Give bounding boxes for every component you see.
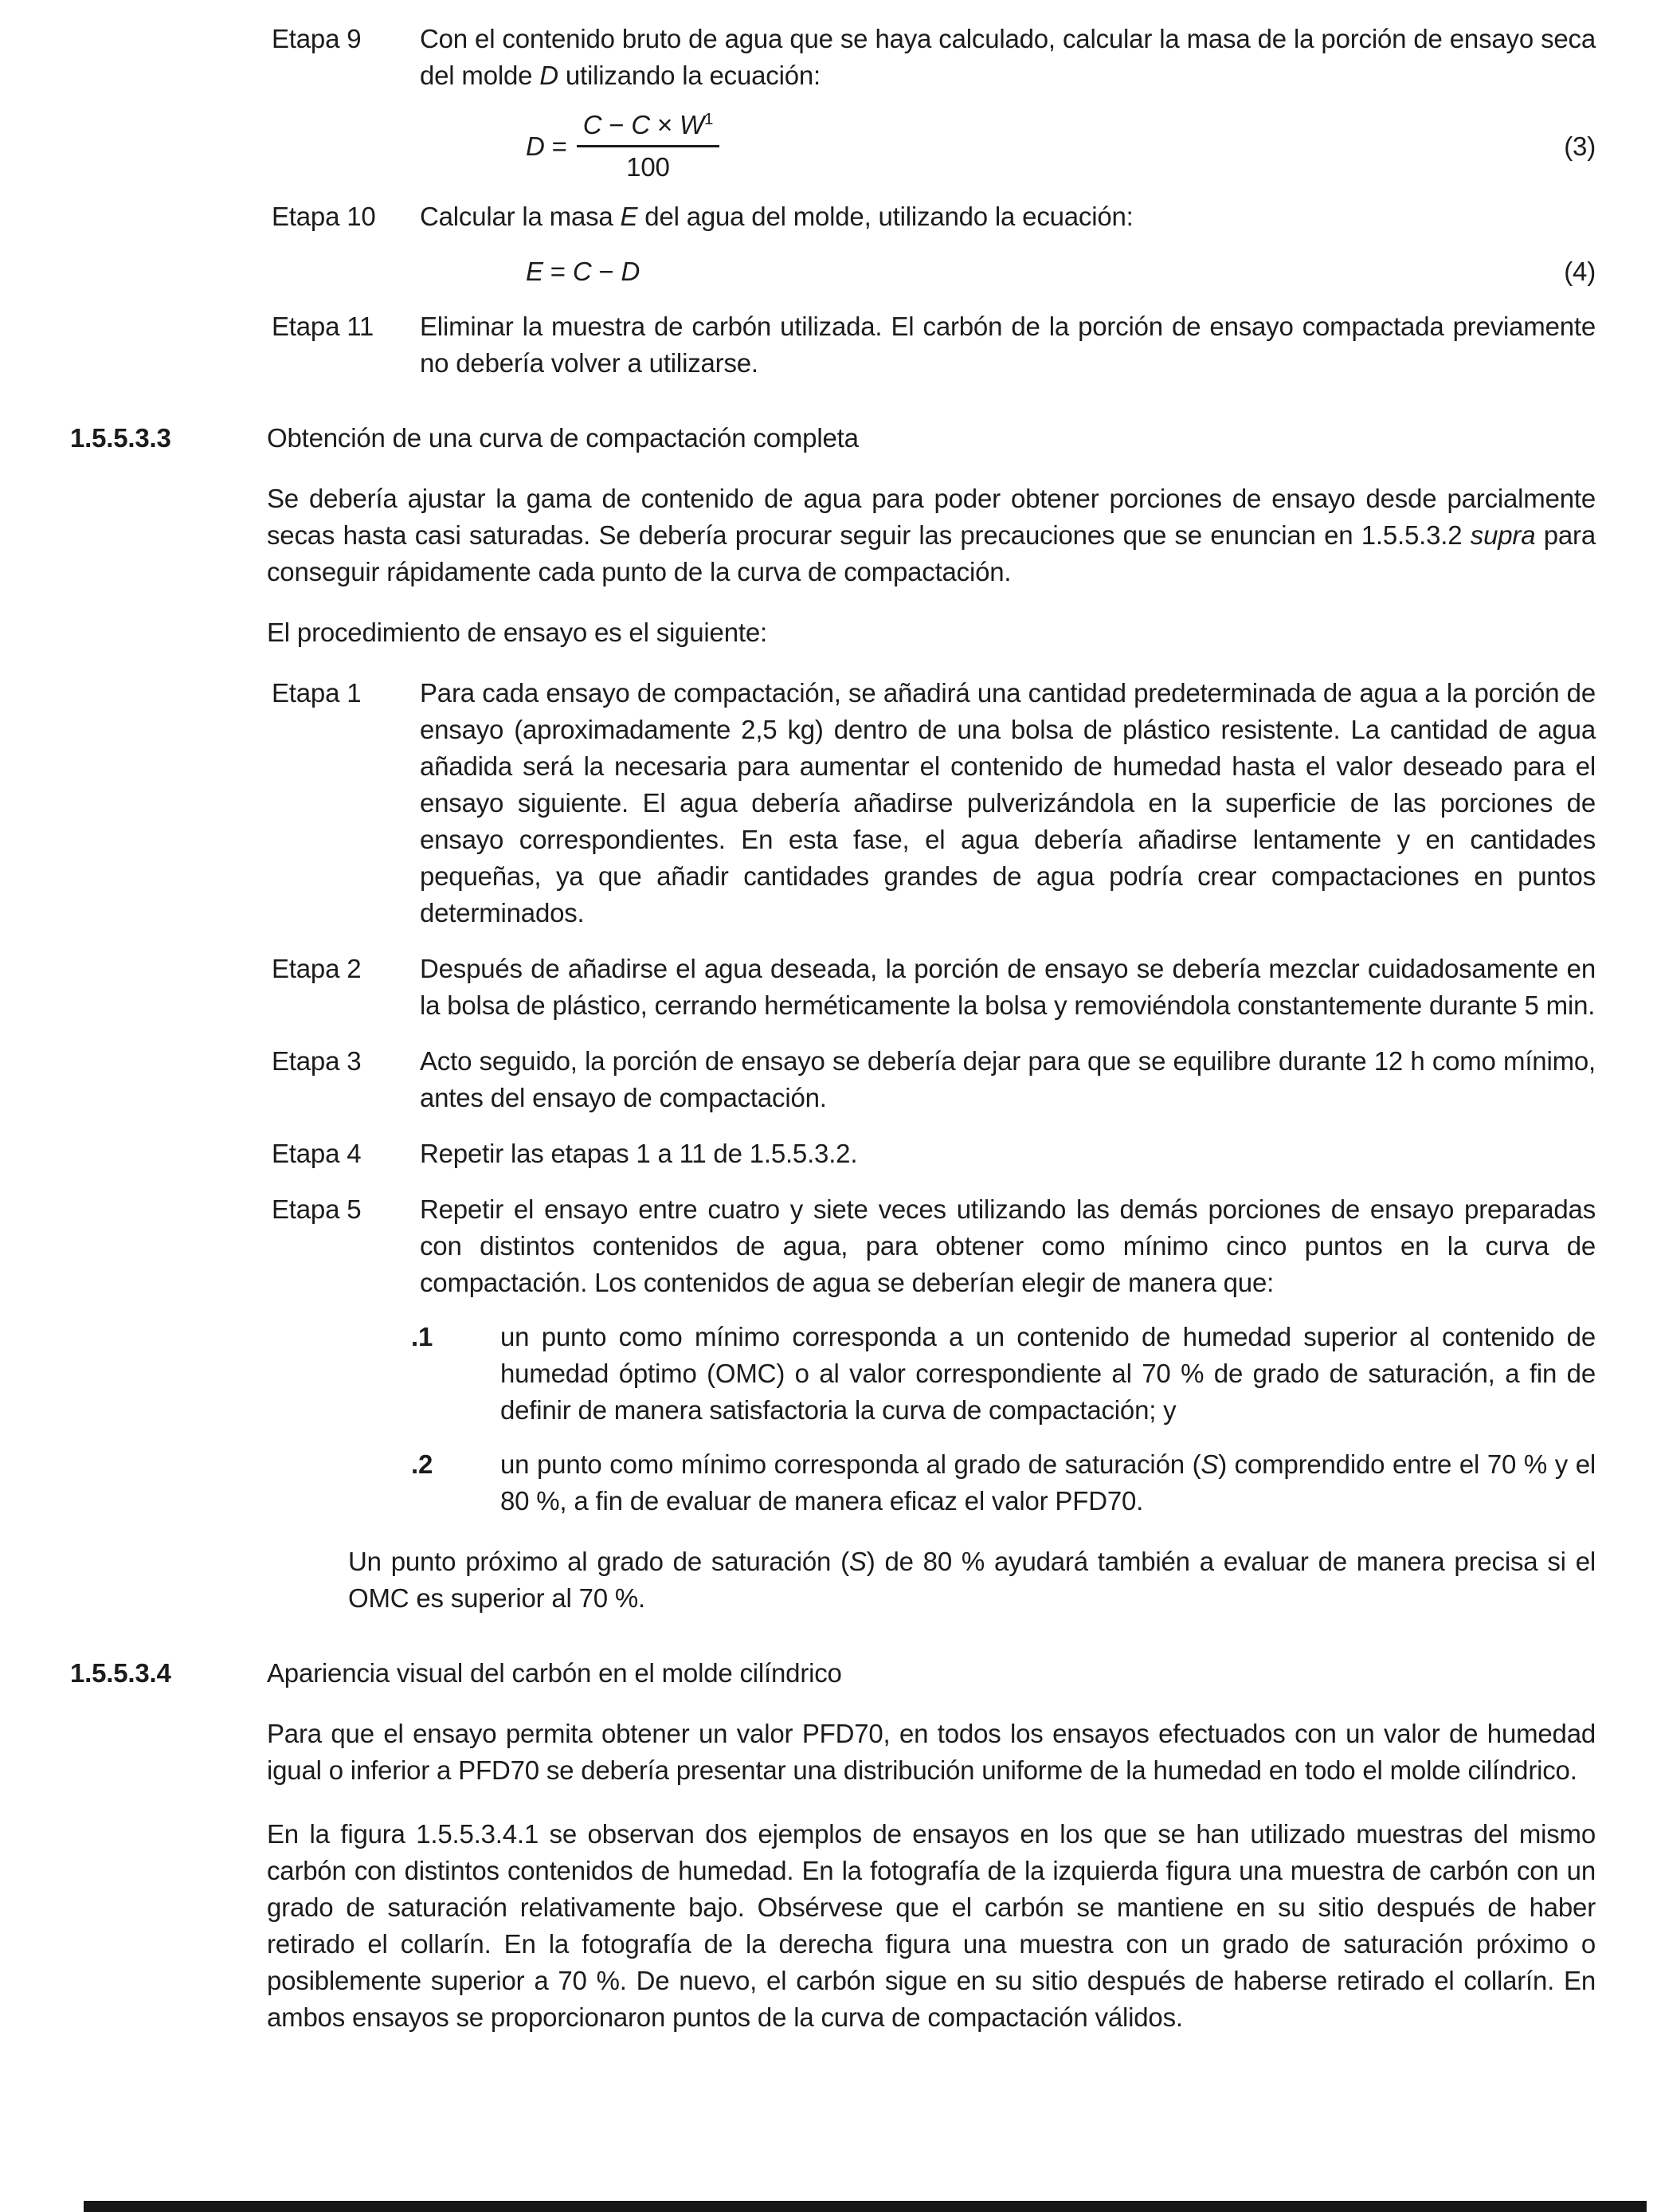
- paragraph-figure-examples: En la figura 1.5.5.3.4.1 se observan dos ejemplos de ensayos en los que se han utilizado muestras del mismo carbón con distintos contenidos de humedad. En la fotografía de la izquierda figura una muestra de carbón con un grado de saturación relativamente bajo. Obsérvese que el carbón se mantiene en su sitio después de haber retirado el collarín. En la fotografía de la derecha figura una muestra con un grado de saturación próximo o posiblemente superior a 70 %. De nuevo, el carbón sigue en su sitio después de haberse retirado el collarín. En ambos ensayos se proporcionaron puntos de la curva de compactación válidos.: [267, 1819, 1596, 2032]
- paragraph-procedure-intro: El procedimiento de ensayo es el siguiente:: [267, 618, 767, 647]
- subitem-text: un punto como mínimo corresponda al grado de saturación (S) comprendido entre el 70 % y el 80 %, a fin de evaluar de manera eficaz el valor PFD70.: [500, 1449, 1596, 1516]
- figure-photo-edge: [84, 2201, 1647, 2212]
- fraction-denominator: 100: [626, 152, 670, 182]
- step-text: Con el contenido bruto de agua que se haya calculado, calcular la masa de la porción de ensayo seca del molde D utilizando la ecuación:: [420, 24, 1596, 90]
- step-etapa-10: [272, 198, 1596, 235]
- step-etapa-4: [272, 1135, 1596, 1172]
- subitem-text: un punto como mínimo corresponda a un contenido de humedad superior al contenido de humedad óptimo (OMC) o al valor correspondiente al 70 % de grado de saturación, a fin de definir de manera satisfactoria la curva de compactación; y: [500, 1322, 1596, 1425]
- step-etapa-1: [272, 675, 1596, 931]
- step-label: Etapa 11: [272, 312, 374, 341]
- step-label: Etapa 9: [272, 24, 362, 53]
- step-etapa-5: [272, 1191, 1596, 1301]
- step-label: Etapa 1: [272, 678, 362, 708]
- equation-lhs: D =: [526, 131, 567, 161]
- subitem-marker: .2: [411, 1449, 433, 1479]
- step-etapa-11: [272, 308, 1596, 382]
- subitem-2: [411, 1446, 1596, 1520]
- paragraph-adjust-water-range: Se debería ajustar la gama de contenido de agua para poder obtener porciones de ensayo desde parcialmente secas hasta casi saturadas. Se debería procurar seguir las precauciones que se enuncian en 1.5.5.3.2 supra para conseguir rápidamente cada punto de la curva de compactación.: [267, 484, 1596, 586]
- equation-fraction: [577, 107, 719, 186]
- step-label: Etapa 4: [272, 1139, 362, 1168]
- step-label: Etapa 2: [272, 954, 362, 983]
- equation-4: [526, 248, 1596, 296]
- section-heading-1-5-5-3-3: [70, 420, 1596, 457]
- equation-expression: E = C − D: [526, 257, 640, 286]
- paragraph-near-saturation: Un punto próximo al grado de saturación (S) de 80 % ayudará también a evaluar de manera precisa si el OMC es superior al 70 %.: [348, 1547, 1596, 1613]
- fraction-numerator: $C - C \times W^1$: [577, 107, 719, 147]
- step-label: Etapa 3: [272, 1046, 362, 1076]
- equation-number: (4): [1564, 257, 1596, 286]
- section-heading-1-5-5-3-4: [70, 1655, 1596, 1692]
- section-number: 1.5.5.3.3: [70, 423, 171, 453]
- subitem-1: [411, 1319, 1596, 1429]
- subitem-marker: .1: [411, 1322, 433, 1351]
- step-text: Calcular la masa E del agua del molde, utilizando la ecuación:: [420, 202, 1134, 231]
- section-number: 1.5.5.3.4: [70, 1658, 171, 1688]
- equation-3: [526, 107, 1596, 186]
- step-label: Etapa 5: [272, 1194, 362, 1224]
- section-title: Obtención de una curva de compactación completa: [267, 423, 859, 453]
- step-etapa-3: [272, 1043, 1596, 1116]
- step-text: Después de añadirse el agua deseada, la porción de ensayo se debería mezclar cuidadosamente en la bolsa de plástico, cerrando herméticamente la bolsa y removiéndola constantemente durante 5 min.: [420, 954, 1596, 1020]
- equation-number: (3): [1564, 131, 1596, 161]
- step-text: Acto seguido, la porción de ensayo se debería dejar para que se equilibre durante 12 h como mínimo, antes del ensayo de compactación.: [420, 1046, 1596, 1112]
- paragraph-pfd70-uniform: Para que el ensayo permita obtener un valor PFD70, en todos los ensayos efectuados con un valor de humedad igual o inferior a PFD70 se debería presentar una distribución uniforme de la humedad en todo el molde cilíndrico.: [267, 1719, 1596, 1785]
- step-etapa-2: [272, 951, 1596, 1024]
- step-label: Etapa 10: [272, 202, 376, 231]
- step-etapa-9: [272, 21, 1596, 94]
- step-text: Repetir el ensayo entre cuatro y siete veces utilizando las demás porciones de ensayo preparadas con distintos contenidos de agua, para obtener como mínimo cinco puntos en la curva de compactación. Los contenidos de agua se deberían elegir de manera que:: [420, 1194, 1596, 1297]
- step-text: Para cada ensayo de compactación, se añadirá una cantidad predeterminada de agua a la porción de ensayo (aproximadamente 2,5 kg) dentro de una bolsa de plástico resistente. La cantidad de agua añadida será la necesaria para aumentar el contenido de humedad hasta el valor deseado para el ensayo siguiente. El agua debería añadirse pulverizándola en la superficie de las porciones de ensayo correspondientes. En esta fase, el agua debería añadirse lentamente y en cantidades pequeñas, ya que añadir cantidades grandes de agua podría crear compactaciones en puntos determinados.: [420, 678, 1596, 928]
- section-title: Apariencia visual del carbón en el molde cilíndrico: [267, 1658, 842, 1688]
- step-text: Eliminar la muestra de carbón utilizada. El carbón de la porción de ensayo compactada previamente no debería volver a utilizarse.: [420, 312, 1596, 378]
- step-text: Repetir las etapas 1 a 11 de 1.5.5.3.2.: [420, 1139, 858, 1168]
